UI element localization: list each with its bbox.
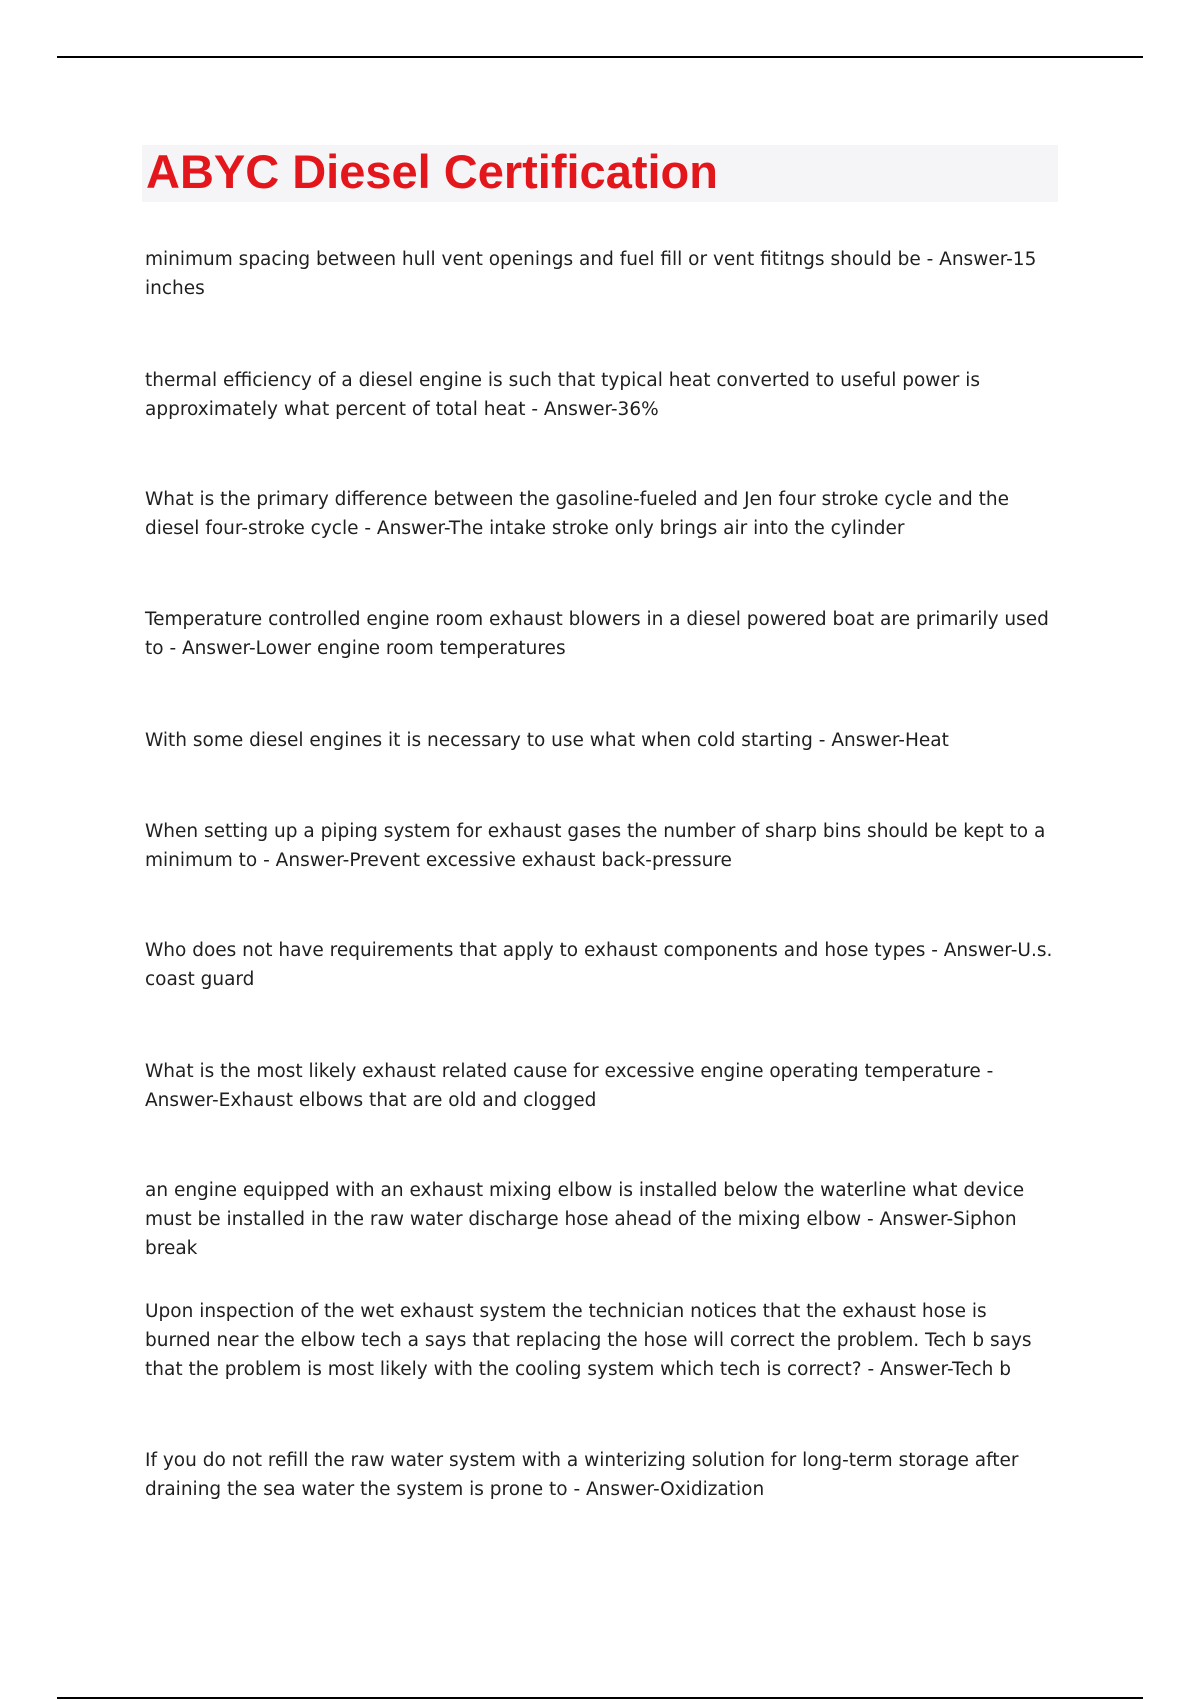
qa-item-8: What is the most likely exhaust related cause for excessive engine operating temperature - Answer-Exhaust elbows that are old and clogged [145,1061,994,1111]
document-title: ABYC Diesel Certification [146,145,718,198]
qa-item-6: When setting up a piping system for exhaust gases the number of sharp bins should be kept to a minimum to - Answer-Prevent excessive exhaust back-pressure [145,821,1046,871]
qa-item-11: If you do not refill the raw water system with a winterizing solution for long-term storage after draining the sea water the system is prone to - Answer-Oxidization [145,1450,1019,1500]
qa-item-3: What is the primary difference between the gasoline-fueled and Jen four stroke cycle and the diesel four-stroke cycle - Answer-The intake stroke only brings air into the cylinder [145,489,1010,539]
bottom-rule [57,1697,1143,1699]
qa-item-7: Who does not have requirements that apply to exhaust components and hose types - Answer-U.s. coast guard [145,940,1053,990]
qa-item-2: thermal efficiency of a diesel engine is such that typical heat converted to useful power is approximately what percent of total heat - Answer-36% [145,370,981,420]
qa-item-4: Temperature controlled engine room exhaust blowers in a diesel powered boat are primarily used to - Answer-Lower engine room temperatures [145,609,1049,659]
qa-item-9: an engine equipped with an exhaust mixing elbow is installed below the waterline what device must be installed in the raw water discharge hose ahead of the mixing elbow - Answer-Siphon break [145,1180,1025,1259]
qa-item-1: minimum spacing between hull vent openings and fuel fill or vent fititngs should be - Answer-15 inches [145,249,1037,299]
top-rule [57,56,1143,58]
qa-item-5: With some diesel engines it is necessary to use what when cold starting - Answer-Heat [145,730,949,751]
qa-item-10: Upon inspection of the wet exhaust system the technician notices that the exhaust hose is burned near the elbow tech a says that replacing the hose will correct the problem. Tech b says that the problem is most likely with the cooling system which tech is correct? - Answer-Tech b [145,1301,1032,1380]
